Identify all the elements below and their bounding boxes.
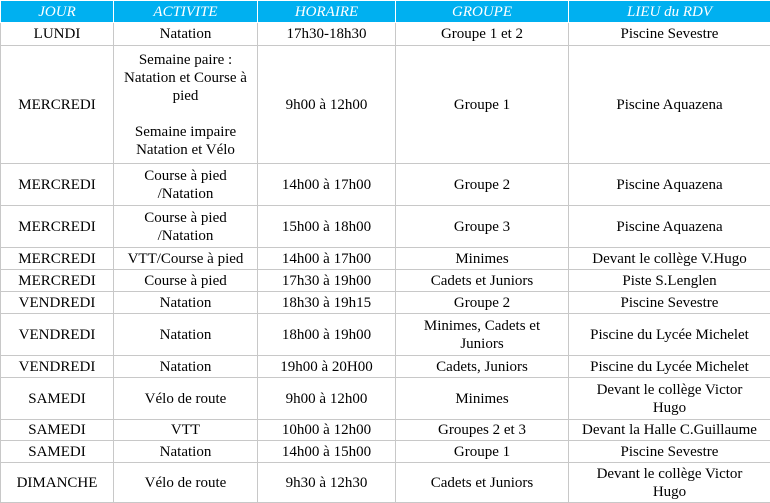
cell-lieu: Piscine du Lycée Michelet	[569, 356, 770, 378]
cell-activite: Natation	[114, 314, 258, 356]
header-row	[1, 1, 770, 23]
cell-lieu: Devant le collège Victor Hugo	[569, 378, 770, 420]
cell-jour: MERCREDI	[1, 248, 114, 270]
cell-groupe: Groupe 1	[396, 46, 569, 164]
cell-lieu: Piste S.Lenglen	[569, 270, 770, 292]
header-groupe: GROUPE	[396, 1, 569, 23]
table-row	[1, 248, 770, 270]
header-lieu: LIEU du RDV	[569, 1, 770, 23]
cell-groupe: Cadets, Juniors	[396, 356, 569, 378]
header-jour: JOUR	[1, 1, 114, 23]
table-row	[1, 292, 770, 314]
cell-horaire: 17h30 à 19h00	[258, 270, 396, 292]
cell-horaire: 15h00 à 18h00	[258, 206, 396, 248]
cell-activite: Course à pied	[114, 270, 258, 292]
cell-lieu: Piscine du Lycée Michelet	[569, 314, 770, 356]
cell-groupe: Minimes	[396, 378, 569, 420]
cell-jour: SAMEDI	[1, 420, 114, 441]
cell-horaire: 14h00 à 17h00	[258, 164, 396, 206]
cell-jour: SAMEDI	[1, 441, 114, 463]
cell-groupe: Groupes 2 et 3	[396, 420, 569, 441]
cell-lieu: Piscine Sevestre	[569, 441, 770, 463]
cell-horaire: 17h30-18h30	[258, 23, 396, 46]
cell-activite: Natation	[114, 356, 258, 378]
cell-jour: DIMANCHE	[1, 463, 114, 503]
cell-jour: MERCREDI	[1, 46, 114, 164]
table-row	[1, 356, 770, 378]
header-activite: ACTIVITE	[114, 1, 258, 23]
cell-lieu: Piscine Sevestre	[569, 23, 770, 46]
table-row	[1, 314, 770, 356]
cell-horaire: 9h30 à 12h30	[258, 463, 396, 503]
table-row	[1, 164, 770, 206]
cell-lieu: Devant le collège V.Hugo	[569, 248, 770, 270]
cell-jour: LUNDI	[1, 23, 114, 46]
table-row	[1, 441, 770, 463]
table-row	[1, 378, 770, 420]
cell-activite: VTT	[114, 420, 258, 441]
cell-lieu: Devant le collège Victor Hugo	[569, 463, 770, 503]
cell-activite: Natation	[114, 23, 258, 46]
cell-activite: Semaine paire : Natation et Course à pied Semaine impaire Natation et Vélo	[114, 46, 258, 164]
cell-horaire: 9h00 à 12h00	[258, 46, 396, 164]
table-row	[1, 270, 770, 292]
cell-horaire: 18h30 à 19h15	[258, 292, 396, 314]
cell-horaire: 10h00 à 12h00	[258, 420, 396, 441]
cell-horaire: 9h00 à 12h00	[258, 378, 396, 420]
cell-activite: Course à pied /Natation	[114, 164, 258, 206]
header-horaire: HORAIRE	[258, 1, 396, 23]
cell-activite: Natation	[114, 441, 258, 463]
cell-jour: VENDREDI	[1, 292, 114, 314]
cell-groupe: Groupe 2	[396, 292, 569, 314]
cell-groupe: Groupe 3	[396, 206, 569, 248]
cell-groupe: Groupe 1 et 2	[396, 23, 569, 46]
cell-groupe: Minimes	[396, 248, 569, 270]
cell-activite: Vélo de route	[114, 463, 258, 503]
cell-jour: VENDREDI	[1, 314, 114, 356]
cell-groupe: Groupe 1	[396, 441, 569, 463]
cell-lieu: Piscine Aquazena	[569, 164, 770, 206]
table-row	[1, 206, 770, 248]
cell-activite: VTT/Course à pied	[114, 248, 258, 270]
cell-jour: SAMEDI	[1, 378, 114, 420]
table-row	[1, 23, 770, 46]
cell-activite: Course à pied /Natation	[114, 206, 258, 248]
cell-jour: MERCREDI	[1, 164, 114, 206]
cell-jour: VENDREDI	[1, 356, 114, 378]
cell-lieu: Piscine Aquazena	[569, 46, 770, 164]
cell-horaire: 18h00 à 19h00	[258, 314, 396, 356]
cell-activite: Vélo de route	[114, 378, 258, 420]
cell-lieu: Devant la Halle C.Guillaume	[569, 420, 770, 441]
cell-activite: Natation	[114, 292, 258, 314]
cell-groupe: Minimes, Cadets et Juniors	[396, 314, 569, 356]
table-row	[1, 463, 770, 503]
cell-groupe: Cadets et Juniors	[396, 270, 569, 292]
cell-horaire: 19h00 à 20H00	[258, 356, 396, 378]
cell-groupe: Groupe 2	[396, 164, 569, 206]
table-row	[1, 420, 770, 441]
cell-jour: MERCREDI	[1, 206, 114, 248]
cell-horaire: 14h00 à 17h00	[258, 248, 396, 270]
cell-jour: MERCREDI	[1, 270, 114, 292]
table-row	[1, 46, 770, 164]
cell-lieu: Piscine Sevestre	[569, 292, 770, 314]
cell-horaire: 14h00 à 15h00	[258, 441, 396, 463]
cell-lieu: Piscine Aquazena	[569, 206, 770, 248]
cell-groupe: Cadets et Juniors	[396, 463, 569, 503]
